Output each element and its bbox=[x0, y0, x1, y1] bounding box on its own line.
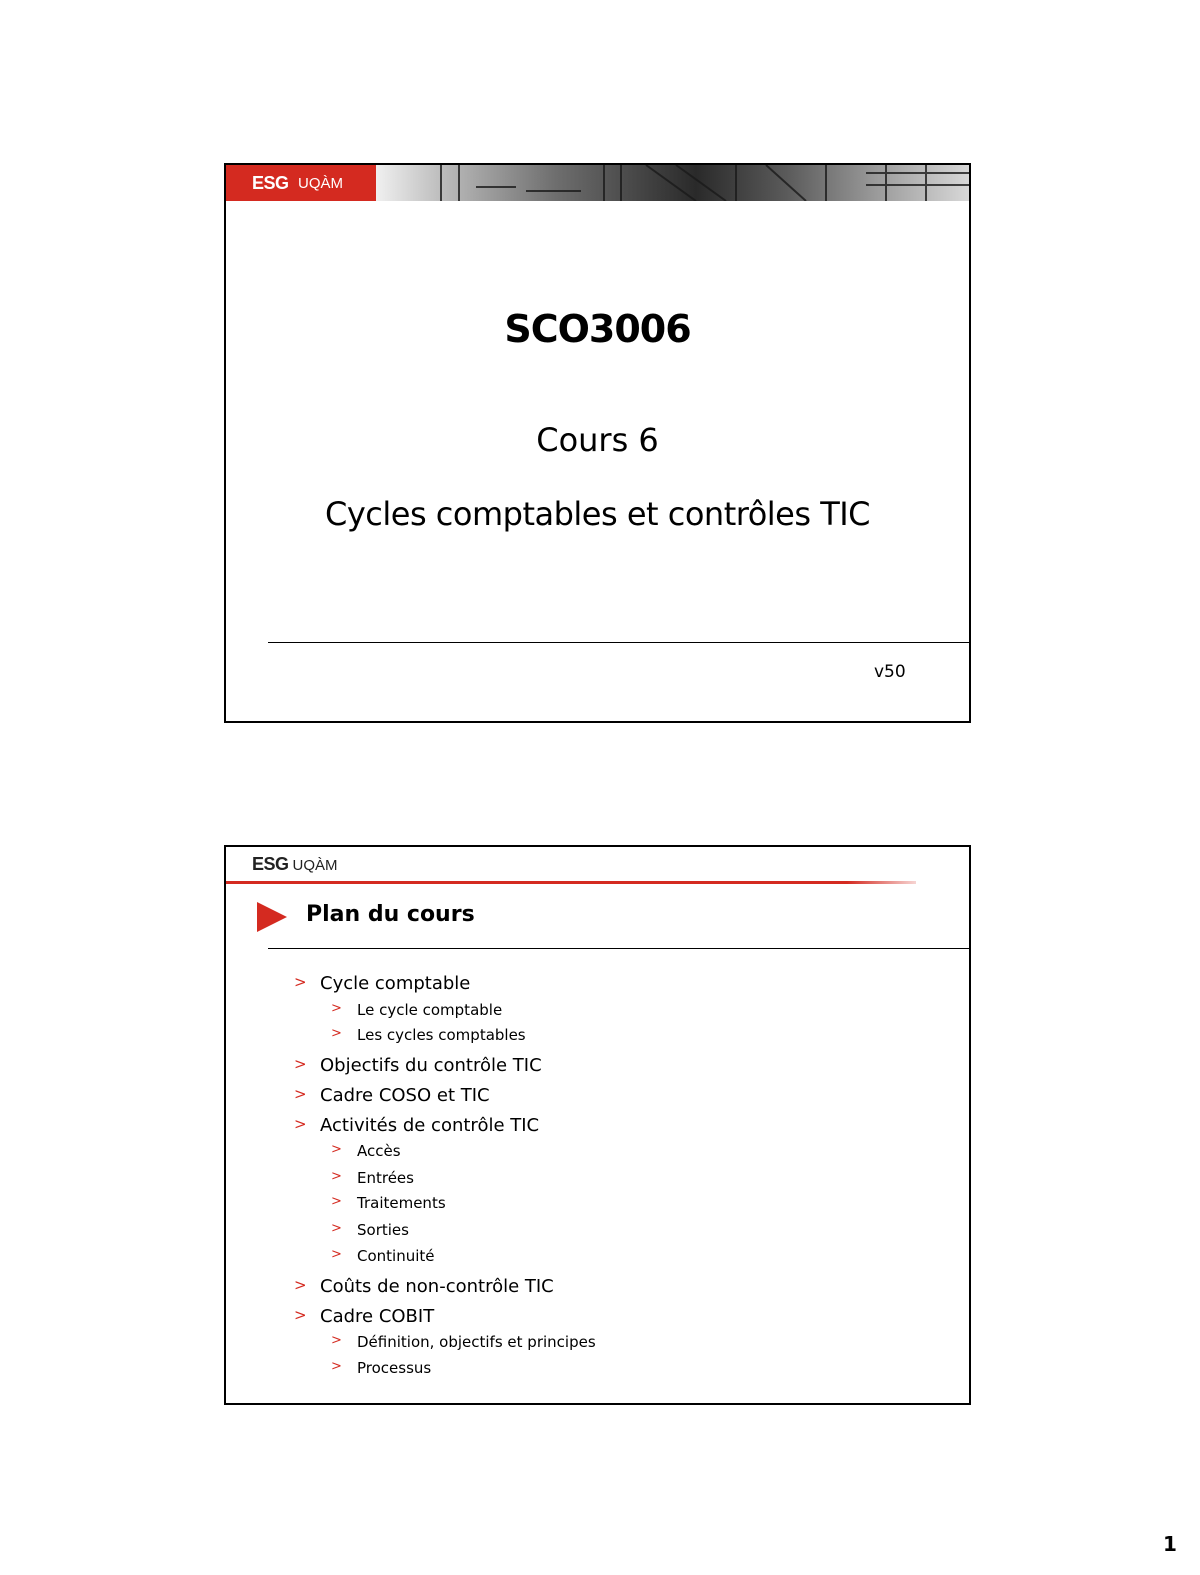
bullet-chevron-icon: > bbox=[294, 1055, 307, 1073]
outline-item-text: Cadre COBIT bbox=[320, 1306, 435, 1327]
header-banner bbox=[226, 165, 969, 201]
outline-item-text: Définition, objectifs et principes bbox=[357, 1333, 596, 1351]
bullet-chevron-icon: > bbox=[294, 1276, 307, 1294]
outline-item bbox=[294, 1085, 490, 1106]
outline-item-text: Processus bbox=[357, 1359, 432, 1377]
divider bbox=[268, 948, 969, 949]
outline-item bbox=[294, 1055, 542, 1076]
outline-item bbox=[294, 973, 471, 994]
outline-item-text: Sorties bbox=[357, 1221, 409, 1239]
outline-subitem bbox=[331, 1247, 435, 1265]
outline-item bbox=[294, 1306, 435, 1327]
outline-subitem bbox=[331, 1142, 401, 1160]
course-number: Cours 6 bbox=[536, 421, 659, 459]
page-number: 1 bbox=[1163, 1532, 1177, 1556]
bullet-chevron-icon: > bbox=[331, 1247, 342, 1262]
outline-item bbox=[294, 1115, 540, 1136]
title-slide bbox=[224, 163, 971, 723]
divider bbox=[268, 642, 969, 643]
slide-title: SCO3006 bbox=[504, 307, 691, 351]
outline-item-text: Traitements bbox=[357, 1194, 446, 1212]
outline-subitem bbox=[331, 1333, 596, 1351]
bullet-chevron-icon: > bbox=[331, 1142, 342, 1157]
logo-uqam-text: UQÀM bbox=[292, 857, 338, 874]
course-topic: Cycles comptables et contrôles TIC bbox=[324, 495, 871, 533]
bullet-chevron-icon: > bbox=[331, 1221, 342, 1236]
esg-uqam-logo bbox=[226, 165, 376, 201]
bullet-chevron-icon: > bbox=[331, 1169, 342, 1184]
outline-item-text: Activités de contrôle TIC bbox=[320, 1115, 540, 1136]
bullet-chevron-icon: > bbox=[331, 1026, 342, 1041]
bullet-chevron-icon: > bbox=[294, 1085, 307, 1103]
esg-uqam-logo bbox=[252, 854, 338, 875]
outline-subitem bbox=[331, 1221, 409, 1239]
outline-item-text: Les cycles comptables bbox=[357, 1026, 526, 1044]
bullet-chevron-icon: > bbox=[294, 1306, 307, 1324]
outline-item-text: Coûts de non-contrôle TIC bbox=[320, 1276, 554, 1297]
outline-slide bbox=[224, 845, 971, 1405]
logo-esg-text: ESG bbox=[252, 173, 289, 193]
outline-item bbox=[294, 1276, 554, 1297]
outline-subitem bbox=[331, 1359, 432, 1377]
outline-item-text: Objectifs du contrôle TIC bbox=[320, 1055, 542, 1076]
outline-item-text: Entrées bbox=[357, 1169, 414, 1187]
outline-item-text: Accès bbox=[357, 1142, 401, 1160]
logo-uqam-text: UQÀM bbox=[298, 175, 343, 192]
outline-subitem bbox=[331, 1169, 414, 1187]
outline-item-text: Cadre COSO et TIC bbox=[320, 1085, 490, 1106]
bullet-chevron-icon: > bbox=[331, 1194, 342, 1209]
outline-item-text: Cycle comptable bbox=[320, 973, 471, 994]
outline-subitem bbox=[331, 1001, 503, 1019]
play-arrow-icon bbox=[257, 902, 287, 932]
version-label: v50 bbox=[874, 662, 906, 682]
outline-item-text: Le cycle comptable bbox=[357, 1001, 503, 1019]
bullet-chevron-icon: > bbox=[294, 973, 307, 991]
slide-title: Plan du cours bbox=[306, 902, 475, 927]
header-red-rule bbox=[226, 881, 916, 884]
logo-esg-text: ESG bbox=[252, 854, 289, 874]
bullet-chevron-icon: > bbox=[331, 1001, 342, 1016]
outline-subitem bbox=[331, 1194, 446, 1212]
bullet-chevron-icon: > bbox=[294, 1115, 307, 1133]
bullet-chevron-icon: > bbox=[331, 1333, 342, 1348]
bullet-chevron-icon: > bbox=[331, 1359, 342, 1374]
outline-item-text: Continuité bbox=[357, 1247, 435, 1265]
outline-subitem bbox=[331, 1026, 526, 1044]
